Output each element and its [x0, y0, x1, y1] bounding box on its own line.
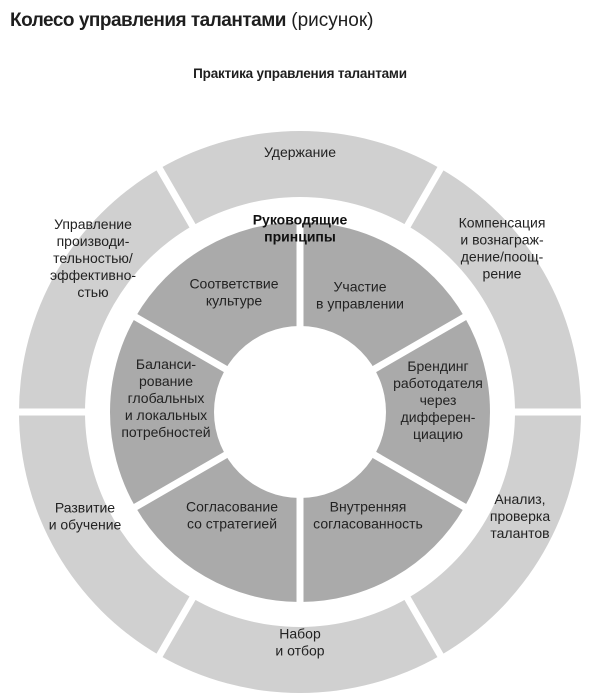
diagram-subtitle: Практика управления талантами [193, 66, 407, 81]
inner-segment-label: Брендинг работодателя через дифферен-циацию [393, 358, 483, 442]
inner-segment-label: Внутренняя согласованность [313, 498, 423, 532]
inner-segment-label: Баланси-рование глобальных и локальных потребностей [121, 356, 211, 440]
outer-segment-label: Набор и отбор [275, 625, 325, 659]
outer-segment-label: Развитие и обучение [48, 499, 122, 533]
outer-segment-label: Удержание [263, 144, 337, 160]
inner-segment-label: Согласование со стратегией [186, 498, 278, 532]
center-hub [214, 326, 386, 498]
inner-segment-label: Участие в управлении [316, 278, 404, 312]
outer-segment-label: Компенсация и вознаграж-дение/поощ-рение [458, 214, 546, 282]
outer-segment-label: Управление производи-тельностью/ эффективно-стью [49, 216, 137, 300]
figure-title-note: (рисунок) [291, 10, 374, 31]
outer-segment-label: Анализ, проверка талантов [489, 491, 551, 541]
inner-segment-label: Соответствие культуре [189, 275, 279, 309]
guiding-principles-label: Руководящие принципы [252, 211, 348, 245]
figure-title: Колесо управления талантами [10, 10, 286, 31]
